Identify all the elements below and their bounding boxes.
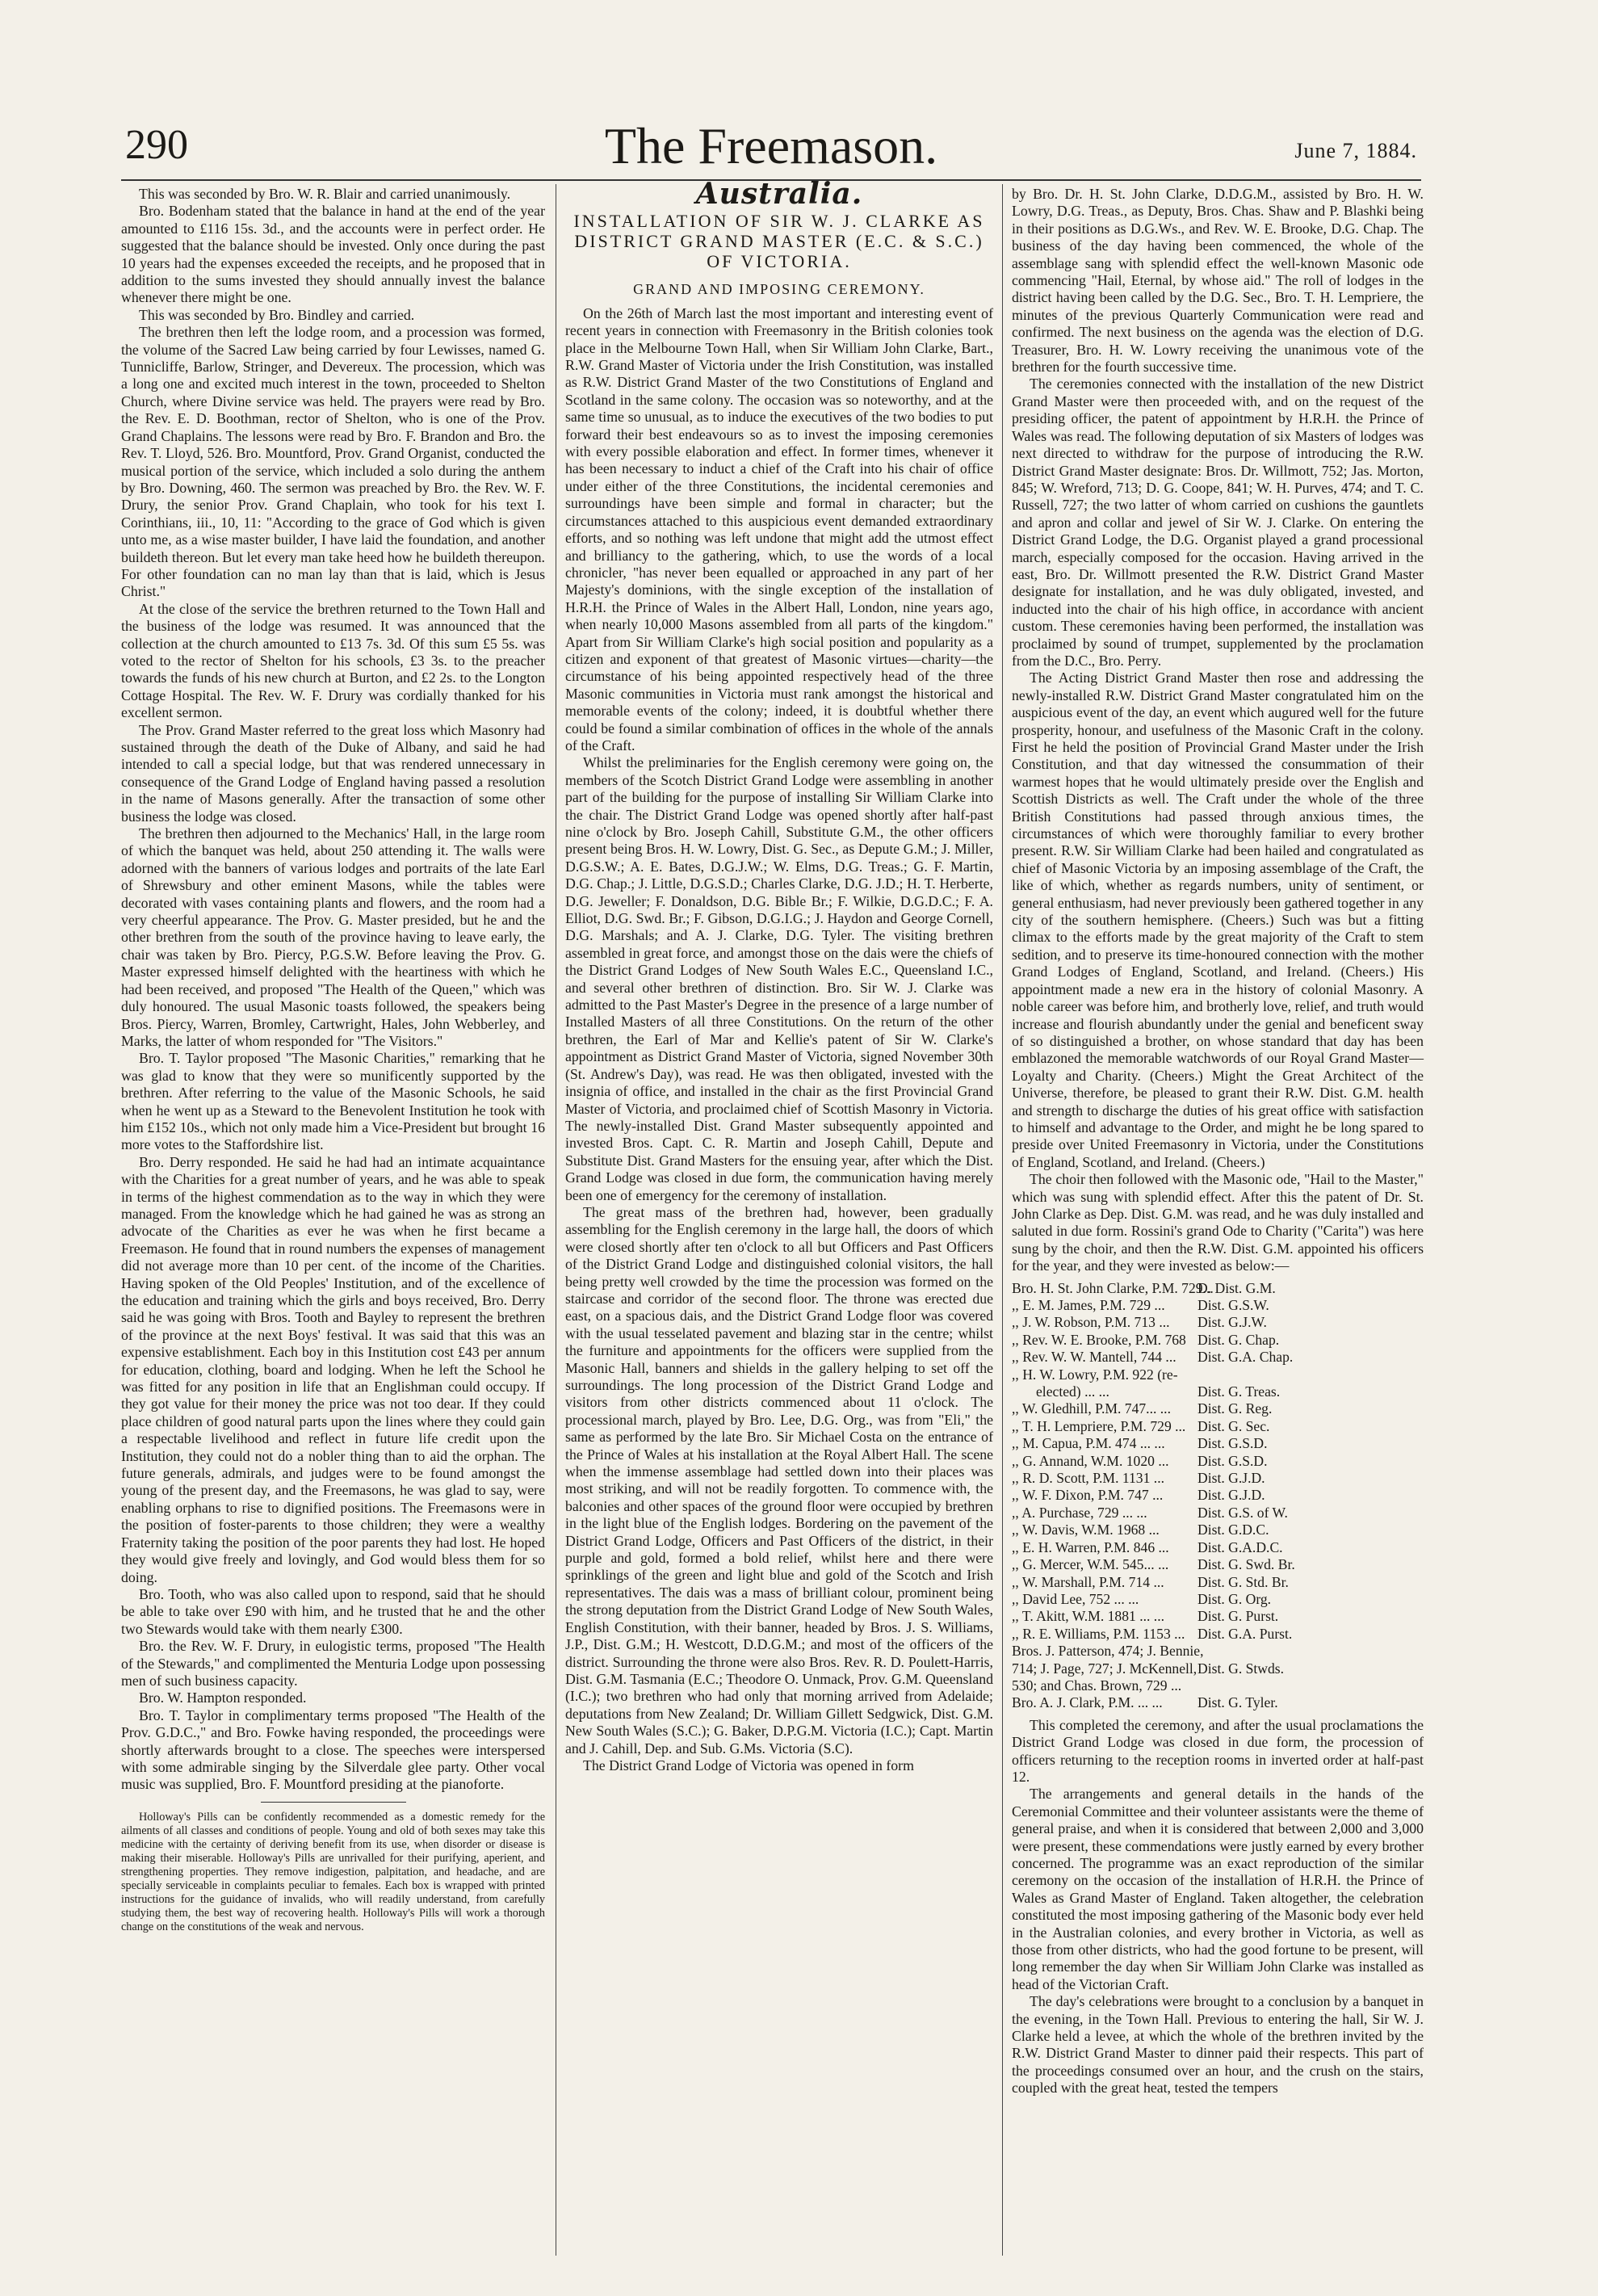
- paragraph: Bro. Tooth, who was also called upon to respond, said that he should be able to take over £90 with him, and he trusted that he and the other two Stewards would take with them nearly £300.: [121, 1585, 545, 1637]
- officer-row: ,, W. Gledhill, P.M. 747... ... Dist. G. Reg.: [1012, 1400, 1273, 1417]
- page-number: 290: [125, 122, 188, 168]
- article-subhead: GRAND AND IMPOSING CEREMONY.: [633, 281, 925, 298]
- paragraph: The brethren then adjourned to the Mechanics' Hall, in the large room of which the banquet was held, about 250 attending it. The walls were adorned with the banners of various lodges and portraits of the late Earl of Shrewsbury and other eminent Masons, while the tables were decorated with vases containing plants and flowers, and the room had a very cheerful appearance. The Prov. G. Master presided, but he and the other brethren from the south of the province having to leave early, the chair was taken by Bro. Piercy, P.G.S.W. Before leaving the Prov. G. Master expressed himself delighted with the heartiness with which he had been received, and proposed "The Health of the Queen," which was duly honoured. The usual Masonic toasts followed, the speakers being Bros. Piercy, Warren, Bromley, Cartwright, Hales, John Webberley, and Marks, the latter of whom responded for "The Visitors.": [121, 825, 545, 1049]
- section-heading: Australia.: [695, 177, 863, 211]
- divider-rule: [261, 1802, 406, 1803]
- paragraph: Bro. T. Taylor proposed "The Masonic Charities," remarking that he was glad to know that they were so munificently supported by the brethren. After referring to the value of the Masonic Schools, he said when he went up as a Steward to the Benevolent Institution he took with him £152 10s., which not only made him a Vice-President but brought 16 more votes to the Staffordshire list.: [121, 1050, 545, 1153]
- officer-row: ,, David Lee, 752 ... ... Dist. G. Org.: [1012, 1590, 1272, 1607]
- article-headline: INSTALLATION OF SIR W. J. CLARKE AS DISTRICT GRAND MASTER (E.C. & S.C.) OF VICTORIA.: [573, 211, 985, 272]
- paragraph: This was seconded by Bro. Bindley and carried.: [139, 306, 415, 323]
- officer-row: ,, T. Akitt, W.M. 1881 ... ... Dist. G. Purst.: [1012, 1608, 1279, 1625]
- paragraph: Bro. Bodenham stated that the balance in hand at the end of the year amounted to £116 15s. 3d., and the accounts were in perfect order. He suggested that the balance should be invested. Only once during the past 10 years had the expenses exceeded the receipts, and he proposed that in addition to the sums invested they should annually invest the balance whenever there might be one.: [121, 203, 545, 306]
- paragraph: At the close of the service the brethren returned to the Town Hall and the business of the lodge was resumed. It was announced that the collection at the church amounted to £13 7s. 3d. Of this sum £5 5s. was voted to the rector of Shelton for his schools, £3 3s. to the preacher towards the funds of his new church at Burton, and £2 2s. to the Longton Cottage Hospital. The Rev. W. F. Drury was cordially thanked for his excellent sermon.: [121, 600, 545, 721]
- newspaper-title: The Freemason.: [604, 117, 938, 174]
- column-3: [1012, 186, 1424, 2097]
- paragraph: The brethren then left the lodge room, and a procession was formed, the volume of the Sacred Law being carried by four Lewisses, named G. Tunnicliffe, Barlow, Stringer, and Devereux. The procession, which was a long one and excited much interest in the town, proceeded to Shelton Church, where Divine service was held. The prayers were read by Bro. the Rev. E. D. Boothman, rector of Shelton, who is one of the Prov. Grand Chaplains. The lessons were read by Bro. F. Brandon and Bro. the Rev. T. Lloyd, 526. Bro. Mountford, Prov. Grand Organist, conducted the musical portion of the service, which included a solo during the anthem by Bro. Downing, 460. The sermon was preached by Bro. the Rev. W. F. Drury, the senior Prov. Grand Chaplain, who took for his text I. Corinthians, iii., 10, 11: "According to the grace of God which is given unto me, as a wise master builder, I have laid the foundation, and another buildeth thereon. But let every man take heed how he buildeth thereupon. For other foundation can no man lay than that is laid, which is Jesus Christ.": [121, 324, 545, 600]
- paragraph: Bro. W. Hampton responded.: [139, 1689, 307, 1706]
- officer-row: Bro. A. J. Clark, P.M. ... ... Dist. G. Tyler.: [1012, 1694, 1278, 1711]
- officer-row: ,, Rev. W. W. Mantell, 744 ... Dist. G.A. Chap.: [1012, 1349, 1294, 1366]
- officer-row: ,, E. H. Warren, P.M. 846 ... Dist. G.A.D.C.: [1012, 1538, 1283, 1555]
- officer-row: ,, J. W. Robson, P.M. 713 ... Dist. G.J.W.: [1012, 1314, 1267, 1331]
- paragraph: The arrangements and general details in the hands of the Ceremonial Committee and their volunteer assistants were the theme of general praise, and when it is considered that between 2,000 and 3,000 were present, these commendations were justly earned by every brother concerned. The programme was an exact reproduction of the similar ceremony on the occasion of the installation of H.R.H. the Prince of Wales as Grand Master of England. Taken altogether, the celebration constituted the most imposing gathering of the Masonic body ever held in the Australian colonies, and every brother in Victoria, as well as those from other districts, who had the good fortune to be present, will long remember the day when Sir William John Clarke was installed as head of the Victorian Craft.: [1012, 1786, 1424, 1992]
- officer-row: ,, M. Capua, P.M. 474 ... ... Dist. G.S.D.: [1012, 1435, 1268, 1452]
- officer-row: Bros. J. Patterson, 474; J. Bennie,: [1012, 1643, 1204, 1660]
- officer-row: 714; J. Page, 727; J. McKennell, Dist. G. Stwds.: [1012, 1660, 1285, 1677]
- officer-row: ,, W. Marshall, P.M. 714 ... Dist. G. Std. Br.: [1012, 1573, 1289, 1590]
- officer-row: ,, R. D. Scott, P.M. 1131 ... Dist. G.J.D.: [1012, 1470, 1265, 1487]
- masthead: [125, 117, 1417, 178]
- officer-row: Bro. H. St. John Clarke, P.M. 729... D. Dist. G.M.: [1012, 1279, 1276, 1296]
- officer-row: ,, G. Mercer, W.M. 545... ... Dist. G. Swd. Br.: [1012, 1556, 1295, 1573]
- officer-row: 530; and Chas. Brown, 729 ...: [1012, 1677, 1182, 1694]
- paragraph: On the 26th of March last the most important and interesting event of recent years in connection with Freemasonry in the British colonies took place in the Melbourne Town Hall, when Sir William John Clarke, Bart., R.W. Grand Master of Victoria under the Irish Constitution, was installed as R.W. District Grand Master of the two Constitutions of England and Scotland in the same colony. The occasion was so noteworthy, and at the same time so unusual, as to induce the executives of the two bodies to put forward their best endeavours so as to invest the imposing ceremonies with every possible elaboration and effect. In former times, whenever it has been necessary to induct a chief of the Craft into his chair of office under either of the three Constitutions, the incidental ceremonies and surroundings have been simple and formal in character; but the circumstances attached to this auspicious event demanded extraordinary efforts, and so nothing was left undone that might add the utmost effect and brilliancy to the gathering, which, to use the words of a local chronicler, "has never been equalled or approached in any part of her Majesty's dominions, with the single exception of the installation of H.R.H. the Prince of Wales in the Albert Hall, London, nine years ago, when nearly 10,000 Masons assembled from all parts of the kingdom." Apart from Sir William Clarke's high social position and popularity as a citizen and exponent of that greatest of Masonic virtues—charity—the circumstance of his being appointed respectively head of the three Masonic communities in Victoria must rank amongst the historical and memorable events of the colony; indeed, it is doubtful whether there could be found a similar combination of offices in the whole of the annals of the Craft.: [565, 304, 993, 753]
- paragraph: The day's celebrations were brought to a conclusion by a banquet in the evening, in the Town Hall. Previous to entering the hall, Sir W. J. Clarke held a levee, at which the whole of the brethren invited by the R.W. District Grand Master to dinner paid their respects. This part of the proceedings consumed over an hour, and the crush on the stairs, coupled with the great heat, tested the tempers: [1012, 1993, 1424, 2097]
- paragraph: The Acting District Grand Master then rose and addressing the newly-installed R.W. District Grand Master congratulated him on the auspicious event of the day, an event which augured well for the future prosperity, honour, and usefulness of the Masonic Craft in the colony. First he held the position of Provincial Grand Master under the Irish Constitution, and that day witnessed the consummation of their warmest hopes that he would ultimately preside over the English and Scottish Districts as well. The Craft under the whole of the three British Constitutions had passed through anxious times, the circumstances of which were thoroughly familiar to every brother present. R.W. Sir William Clarke had been hailed and congratulated as chief of Masonic Victoria by an imposing assemblage of the Craft, the like of which, whether as regards numbers, unity of sentiment, or general enthusiasm, had never previously been gathered together in any city of the southern hemisphere. (Cheers.) Such was but a fitting climax to the efforts made by the great majority of the Craft to stem sedition, and to preserve its time-honoured connection with the mother Grand Lodges of England, Scotland, and Ireland. (Cheers.) His appointment made a new era in the history of colonial Masonry. A noble career was before him, and brotherly love, relief, and truth would increase and flourish abundantly under the genial and beneficent sway of so distinguished a brother, on whose standard that day has been emblazoned the memorable watchwords of our Royal Grand Master—Loyalty and Charity. (Cheers.) Might the Great Architect of the Universe, therefore, be pleased to grant their R.W. Dist. G.M. health and strength to discharge the duties of his great office with satisfaction to himself and advantage to the Order, and might he be long spared to preside over United Freemasonry in Victoria, under the Constitutions of England, Scotland, and Ireland. (Cheers.): [1012, 669, 1424, 1170]
- officer-row: ,, R. E. Williams, P.M. 1153 ... Dist. G.A. Purst.: [1012, 1625, 1293, 1642]
- paragraph: The choir then followed with the Masonic ode, "Hail to the Master," which was sung with splendid effect. After this the patent of Dr. St. John Clarke as Dep. Dist. G.M. was read, and he was duly installed and saluted in due form. Rossini's grand Ode to Charity ("Carita") was here sung by the choir, and then the R.W. Dist. G.M. appointed his officers for the year, and they were invested as below:—: [1012, 1171, 1424, 1274]
- paragraph: This completed the ceremony, and after the usual proclamations the District Grand Lodge was closed in due form, the procession of officers returning to the reception rooms in inverted order at half-past 12.: [1012, 1716, 1424, 1785]
- paragraph: Whilst the preliminaries for the English ceremony were going on, the members of the Scotch District Grand Lodge were assembling in another part of the building for the purpose of installing Sir William Clarke into the chair. The District Grand Lodge was opened shortly after half-past nine o'clock by Bro. Joseph Cahill, Substitute G.M., the other officers present being Bros. H. W. Lowry, Dist. G. Sec., as Depute G.M.; J. Miller, D.G.S.W.; A. E. Bates, D.G.J.W.; W. Elms, D.G. Treas.; G. F. Martin, D.G. Chap.; J. Little, D.G.S.D.; Charles Clarke, D.G. J.D.; H. T. Herberte, D.G. Jeweller; F. Donaldson, D.G. Bible Br.; F. Wilkie, D.G.D.C.; F. A. Elliot, D.G. Swd. Br.; F. Gibson, D.G.I.G.; J. Haydon and George Cornell, D.G. Marshals; and A. J. Clarke, D.G. Tyler. The visiting brethren assembled in great force, and amongst those on the dais were the chiefs of the District Grand Lodges of New South Wales E.C., Queensland I.C., and several other brethren of distinction. Bro. Sir W. J. Clarke was admitted to the Past Master's Degree in the presence of a large number of Installed Masters of all three Constitutions. On the return of the other brethren, the Earl of Mar and Kellie's patent of Sir W. Clarke's appointment as District Grand Master of Victoria, signed November 30th (St. Andrew's Day), was read. He was then obligated, invested with the insignia of office, and installed in the chair as the first Provincial Grand Master of Victoria, and proclaimed chief of Scottish Masonry in Victoria. The newly-installed Dist. Grand Master subsequently appointed and invested Bros. Capt. C. R. Martin and Joseph Cahill, Depute and Substitute Dist. Grand Masters for the ensuing year, after which the Dist. Grand Lodge was closed in due form, the communication having merely been one of emergency for the ceremony of installation.: [565, 754, 993, 1203]
- paragraph: by Bro. Dr. H. St. John Clarke, D.D.G.M., assisted by Bro. H. W. Lowry, D.G. Treas., as Deputy, Bros. Chas. Shaw and P. Blashki being in their positions as D.G.Ws., and Rev. W. E. Brooke, D.G. Chap. The business of the day having been commenced, the whole of the assemblage sang with splendid effect the well-known Masonic ode commencing "Hail, Eternal, by whose aid." The roll of lodges in the district having been called by the D.G. Sec., Bro. T. H. Lempriere, the minutes of the previous Quarterly Communication were read and confirmed. The next business on the agenda was the election of D.G. Treasurer, Bro. H. W. Lowry receiving the unanimous vote of the brethren for the fourth successive time.: [1012, 186, 1424, 376]
- paragraph: The ceremonies connected with the installation of the new District Grand Master were then proceeded with, and on the request of the presiding officer, the patent of appointment by H.R.H. the Prince of Wales was read. The following deputation of six Masters of lodges was next directed to withdraw for the purpose of introducing the R.W. District Grand Master designate: Bros. Dr. Willmott, 752; Jas. Morton, 845; W. Wreford, 713; D. G. Coope, 841; W. H. Purves, 474; and T. C. Russell, 727; the two latter of whom carried on cushions the gauntlets and apron and collar and jewel of Sir W. J. Clarke. On entering the District Grand Lodge, the D.G. Organist played a grand processional march, especially composed for the occasion. Having arrived in the east, Bro. Dr. Willmott presented the R.W. District Grand Master designate for installation, and he was duly obligated, invested, and inducted into the chair of his high office, in accordance with ancient custom. These ceremonies having been performed, the installation was proclaimed by sound of trumpet, supplemented by the proclamation from the D.C., Bro. Perry.: [1012, 376, 1424, 669]
- officer-row: ,, W. F. Dixon, P.M. 747 ... Dist. G.J.D.: [1012, 1487, 1265, 1504]
- column-2: [565, 177, 993, 1774]
- officer-row: ,, E. M. James, P.M. 729 ... Dist. G.S.W.: [1012, 1297, 1269, 1313]
- advert-text: Holloway's Pills can be confidently recommended as a domestic remedy for the ailments of all classes and conditions of people. Young and old of both sexes may take this medicine with the certainty of deriving benefit from its use, when disorder or disease is making their miserable. Holloway's Pills are unrivalled for their purifying, aperient, and strengthening properties. They remove indigestion, palpitation, and headache, and are specially serviceable in complaints peculiar to females. Each box is wrapped with printed instructions for the guidance of invalids, who will readily understand, from carefully studying them, the best way of recovering health. Holloway's Pills will work a thorough change on the constitutions of the weak and nervous.: [121, 1810, 545, 1933]
- column-divider: [1002, 184, 1003, 2256]
- paragraph: Bro. T. Taylor in complimentary terms proposed "The Health of the Prov. G.D.C.," and Bro. Fowke having responded, the proceedings were shortly afterwards brought to a close. The speeches were interspersed with some admirable singing by the Silverdale glee party. Other vocal music was supplied, Bro. F. Mountford presiding at the pianoforte.: [121, 1706, 545, 1793]
- paragraph: The Prov. Grand Master referred to the great loss which Masonry had sustained through the death of the Duke of Albany, and said he had intended to call a special lodge, but that was rendered unnecessary in consequence of the Grand Lodge of England having passed a resolution in the name of Masons generally. After the transaction of some other business the lodge was closed.: [121, 721, 545, 825]
- officer-row: elected) ... ... Dist. G. Treas.: [1036, 1383, 1281, 1400]
- paragraph: The District Grand Lodge of Victoria was opened in form: [583, 1757, 914, 1773]
- advertisement: [121, 1811, 545, 1934]
- officers-list: [1012, 1280, 1424, 1712]
- column-1: [121, 186, 545, 1934]
- officer-row: ,, Rev. W. E. Brooke, P.M. 768 Dist. G. Chap.: [1012, 1331, 1280, 1348]
- paragraph: This was seconded by Bro. W. R. Blair and carried unanimously.: [139, 186, 511, 202]
- officer-row: ,, A. Purchase, 729 ... ... Dist. G.S. of W.: [1012, 1504, 1288, 1521]
- paragraph: The great mass of the brethren had, however, been gradually assembling for the English ceremony in the large hall, the doors of which were closed shortly after ten o'clock to all but Officers and Past Officers of the District Grand Lodge and distinguished colonial visitors, the hall being pretty well crowded by the time the procession was formed on the staircase and corridor of the second floor. The throne was erected due east, on a spacious dais, and the District Grand Lodge floor was covered with the usual tesselated pavement and blazing star in the centre; whilst the furniture and appointments for the officers were supplied from the Masonic Hall, banners and shields in the gallery helping to set off the surroundings. The long procession of the District Grand Lodge and visitors from other districts commenced about 11 o'clock. The processional march, played by Bro. Lee, D.G. Org., was from "Eli," the same as performed by the late Bro. Sir Michael Costa on the entrance of the Prince of Wales at his installation at the Royal Albert Hall. The scene when the immense assemblage had settled down into their places was most striking, and will not be readily forgotten. To commence with, the balconies and other spaces of the ground floor were occupied by brethren in the light blue of the English lodges. Bordering on the pavement of the District Grand Lodge, Officers and Past Officers of the district, in their purple and gold, formed a bold relief, whilst here and there were sprinklings of the green and light blue and gold of the Scotch and Irish representatives. The dais was a mass of brilliant colour, prominent being the strong deputation from the District Grand Lodge of New South Wales, English Constitution, with their banner, headed by Bros. J. S. Williams, J.P., Dist. G.M.; H. Westcott, D.D.G.M.; and most of the officers of the district. Surrounding the throne were also Bros. Rev. R. D. Poulett-Harris, Dist. G.M. Tasmania (E.C.; Theodore O. Unmack, Prov. G.M. Queensland (I.C.); two brethren who had only that morning arrived from Adelaide; deputations from New Zealand; Dr. William Gillett Sedgwick, Dist. G.M. New South Wales (S.C.); G. Baker, D.P.G.M. Victoria (I.C.); Capt. Martin and J. Cahill, Dep. and Sub. G.Ms. Victoria (S.C).: [565, 1203, 993, 1757]
- officer-row: ,, T. H. Lempriere, P.M. 729 ... Dist. G. Sec.: [1012, 1417, 1270, 1434]
- officer-row: ,, H. W. Lowry, P.M. 922 (re-: [1012, 1366, 1178, 1383]
- officer-row: ,, W. Davis, W.M. 1968 ... Dist. G.D.C.: [1012, 1522, 1269, 1538]
- paragraph: Bro. Derry responded. He said he had had an intimate acquaintance with the Charities for a great number of years, and he was able to speak in terms of the highest commendation as to the way in which they were managed. From the knowledge which he had gained he was as strong an advocate of the Charities as ever he was when he first became a Freemason. He found that in round numbers the expenses of management did not average more than 10 per cent. of the income of the Charities. Having spoken of the Old Peoples' Institution, and of the excellence of the education and training which the girls and boys received, Bro. Derry said he was going with Bros. Tooth and Bayley to represent the brethren of the province at the next Boys' festival. It was said that this was an expensive establishment. Each boy in this Institution cost £43 per annum for education, clothing, board and lodging. When he left the School he was fitted for any position in life that an Englishman could occupy. If they got value for their money the price was not too dear. If they could place children of good natural parts upon the lines where they could gain a respectable livelihood and reflect in future life credit upon the Institution, they could not do a nobler thing than to aid the orphan. The future generals, admirals, and judges were to be found amongst the young of the present day, and the Freemasons, he was glad to say, were enabling orphans to rise to dignified positions. The Freemasons were in the position of foster-parents to those children; they were a wealthy Fraternity taking the position of the poor parents they had lost. He hoped they would give freely and lovingly, and God would bless them for so doing.: [121, 1153, 545, 1585]
- officer-row: ,, G. Annand, W.M. 1020 ... Dist. G.S.D.: [1012, 1452, 1268, 1469]
- issue-date: June 7, 1884.: [1294, 139, 1417, 162]
- paragraph: Bro. the Rev. W. F. Drury, in eulogistic terms, proposed "The Health of the Stewards," and complimented the Menturia Lodge upon possessing men of such business capacity.: [121, 1638, 545, 1689]
